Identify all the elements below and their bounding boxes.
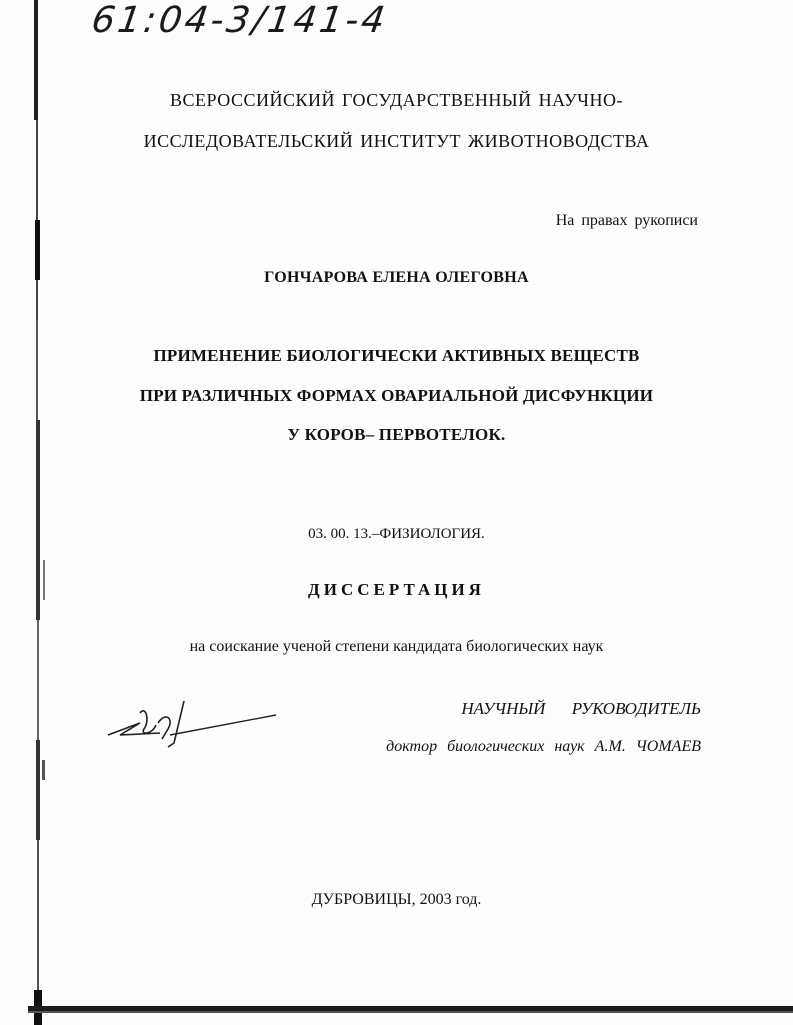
title-line-2: ПРИ РАЗЛИЧНЫХ ФОРМАХ ОВАРИАЛЬНОЙ ДИСФУНКЦИИ: [139, 386, 654, 405]
archive-code-handwritten: 61:04-3/141-4: [89, 0, 391, 41]
title-line-3: У КОРОВ– ПЕРВОТЕЛОК.: [287, 425, 506, 444]
place-year: ДУБРОВИЦЫ, 2003 год.: [311, 891, 482, 908]
signature-mark: [100, 695, 280, 755]
supervisor-label: НАУЧНЫЙ РУКОВОДИТЕЛЬ: [461, 699, 701, 718]
rights-note: На правах рукописи: [555, 212, 698, 229]
scan-left-edge: [28, 0, 50, 1025]
institute-line-2: ИССЛЕДОВАТЕЛЬСКИЙ ИНСТИТУТ ЖИВОТНОВОДСТВА: [143, 131, 650, 151]
author-name: ГОНЧАРОВА ЕЛЕНА ОЛЕГОВНА: [264, 269, 529, 286]
scan-bottom-edge: [28, 1000, 793, 1025]
institute-line-1: ВСЕРОССИЙСКИЙ ГОСУДАРСТВЕННЫЙ НАУЧНО-: [170, 90, 623, 110]
specialty-code: 03. 00. 13.–ФИЗИОЛОГИЯ.: [308, 526, 485, 542]
degree-line: на соискание ученой степени кандидата биологических наук: [189, 638, 604, 655]
document-type: ДИССЕРТАЦИЯ: [308, 580, 485, 599]
title-line-1: ПРИМЕНЕНИЕ БИОЛОГИЧЕСКИ АКТИВНЫХ ВЕЩЕСТВ: [153, 346, 640, 365]
supervisor-name: доктор биологических наук А.М. ЧОМАЕВ: [386, 738, 701, 755]
